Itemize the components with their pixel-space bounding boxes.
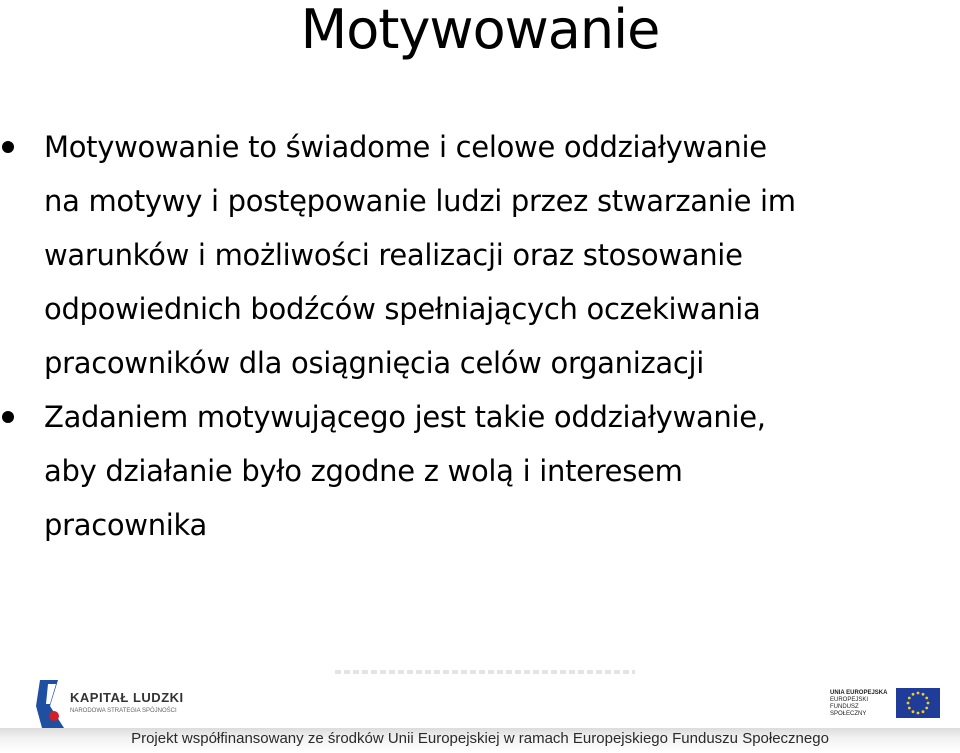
- eu-flag-icon: [896, 688, 940, 718]
- eu-line2: EUROPEJSKI: [830, 697, 869, 703]
- bullet-line: Zadaniem motywującego jest takie oddziaływanie,: [44, 400, 766, 434]
- bullet-line: warunków i możliwości realizacji oraz stosowanie: [44, 238, 743, 272]
- bullet-line: aby działanie było zgodne z wolą i interesem: [44, 454, 683, 488]
- bullet-item: [0, 120, 960, 390]
- bullet-line: Motywowanie to świadome i celowe oddziaływanie: [44, 130, 767, 164]
- bullet-item: [0, 390, 960, 552]
- logo-left-subtitle: NARODOWA STRATEGIA SPÓJNOŚCI: [70, 708, 177, 714]
- slide-title: Motywowanie: [300, 0, 660, 61]
- bullet-line: na motywy i postępowanie ludzi przez stwarzanie im: [44, 184, 796, 218]
- bullet-line: odpowiednich bodźców spełniających oczekiwania: [44, 292, 761, 326]
- bullet-list: [0, 120, 960, 552]
- eu-line1: UNIA EUROPEJSKA: [830, 690, 888, 696]
- bullet-line: pracownika: [44, 508, 207, 542]
- footer: [0, 660, 960, 753]
- eu-logo-text: [830, 690, 892, 718]
- eu-line3: FUNDUSZ SPOŁECZNY: [830, 704, 867, 717]
- logo-left-name: KAPITAŁ LUDZKI: [70, 690, 184, 705]
- bullet-dot-icon: [2, 411, 14, 423]
- footer-divider: [335, 670, 635, 674]
- bullet-dot-icon: [2, 141, 14, 153]
- project-funding-text: Projekt współfinansowany ze środków Unii Europejskiej w ramach Europejskiego Funduszu Społecznego: [131, 730, 829, 747]
- bullet-line: pracowników dla osiągnięcia celów organizacji: [44, 346, 705, 380]
